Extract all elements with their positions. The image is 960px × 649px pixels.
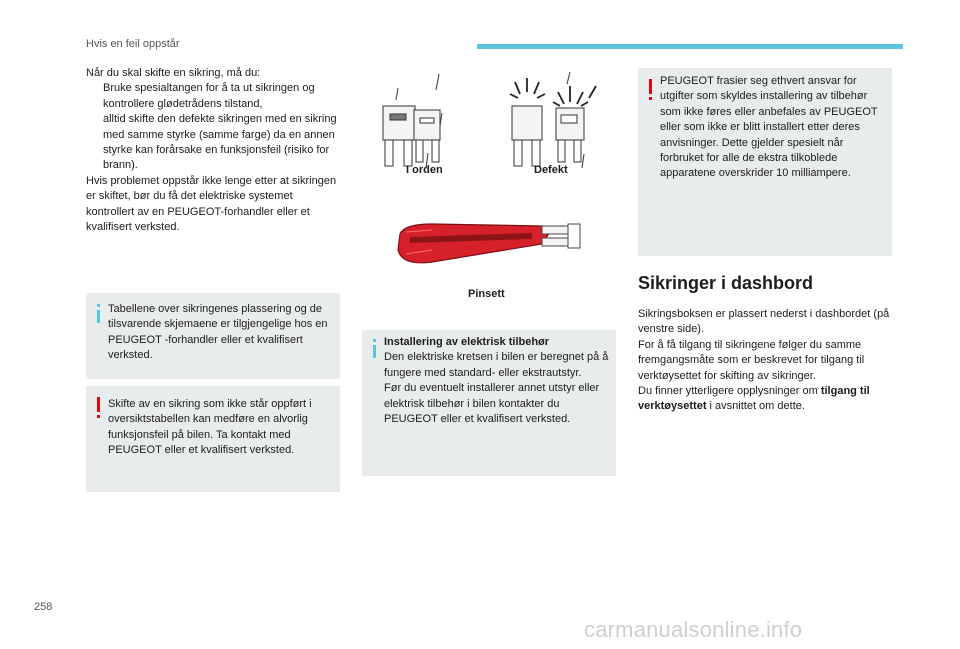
outro-text: Hvis problemet oppstår ikke lenge etter at sikringen er skiftet, bør du få det elektriske systemet kontrollert av en PEUGEOT-forhandler eller et kvalifisert verksted. bbox=[86, 174, 337, 234]
warning-box bbox=[638, 68, 892, 256]
fuse-defect-caption: Defekt bbox=[534, 164, 568, 176]
list-item bbox=[86, 81, 340, 112]
section-body: Sikringsboksen er plassert nederst i dashbordet (på venstre side). For å få tilgang til sikringene følger du samme fremgangsmåte som er beskrevet for tilgang til verktøysettet for skifting av sikringer. Du finner ytterligere opplysninger om bbox=[638, 308, 890, 398]
header-accent-bar bbox=[477, 44, 903, 49]
bullet-text: alltid skifte den defekte sikringen med en sikring med samme styrke (samme farge) da en annen styrke kan forårsake en funksjonsfeil (risiko for brann). bbox=[103, 113, 337, 172]
info-box bbox=[362, 330, 616, 476]
fuse-instructions bbox=[86, 66, 340, 235]
list-item bbox=[86, 112, 340, 174]
info-box-heading: Installering av elektrisk tilbehør bbox=[384, 336, 550, 348]
warning-box bbox=[86, 386, 340, 492]
fuse-ok-caption: I orden bbox=[406, 164, 443, 176]
section-header: Hvis en feil oppstår bbox=[86, 38, 180, 50]
pliers-icon bbox=[398, 224, 580, 263]
fuse-illustration bbox=[370, 68, 610, 180]
page-number: 258 bbox=[34, 601, 53, 613]
toolkit-reference: tilgang til verktøysettet bbox=[638, 385, 870, 413]
info-box bbox=[86, 293, 340, 379]
section-text bbox=[638, 307, 894, 415]
section-title: Sikringer i dashbord bbox=[638, 273, 814, 293]
section-tail: i avsnittet om dette. bbox=[706, 400, 805, 413]
pliers-caption: Pinsett bbox=[468, 288, 505, 300]
fuse-defect-icon bbox=[510, 72, 596, 168]
info-box-content bbox=[384, 335, 610, 427]
intro-text: Når du skal skifte en sikring, må du: bbox=[86, 67, 261, 79]
pliers-illustration bbox=[392, 210, 592, 280]
warning-box-text: PEUGEOT frasier seg ethvert ansvar for utgifter som skyldes installering av tilbehør som ikke føres eller anbefales av PEUGEOT eller som ikke er blitt installert etter deres anvisninger. Dette gjelder spesielt når forbruket for alle de ekstra tilkoblede apparatene overskrider 10 milliampere. bbox=[660, 75, 878, 180]
warning-box-text: Skifte av en sikring som ikke står oppført i oversiktstabellen kan medføre en alvorlig funksjonsfeil på bilen. Ta kontakt med PEUGEOT eller et kvalifisert verksted. bbox=[108, 398, 312, 457]
info-box-text: Den elektriske kretsen i bilen er beregnet på å fungere med standard- eller ekstrautstyr. Før du eventuelt installerer annet utstyr eller elektrisk tilbehør i bilen kontakter du PEUGEOT eller et kvalifisert verksted. bbox=[384, 351, 609, 426]
bullet-text: Bruke spesialtangen for å ta ut sikringen og kontrollere glødetrådens tilstand, bbox=[103, 82, 315, 110]
fuse-ok-icon bbox=[383, 74, 442, 168]
info-box-text: Tabellene over sikringenes plassering og de tilsvarende skjemaene er tilgjengelige hos en PEUGEOT -forhandler eller et kvalifisert verksted. bbox=[108, 303, 328, 362]
watermark: carmanualsonline.info bbox=[584, 617, 803, 642]
